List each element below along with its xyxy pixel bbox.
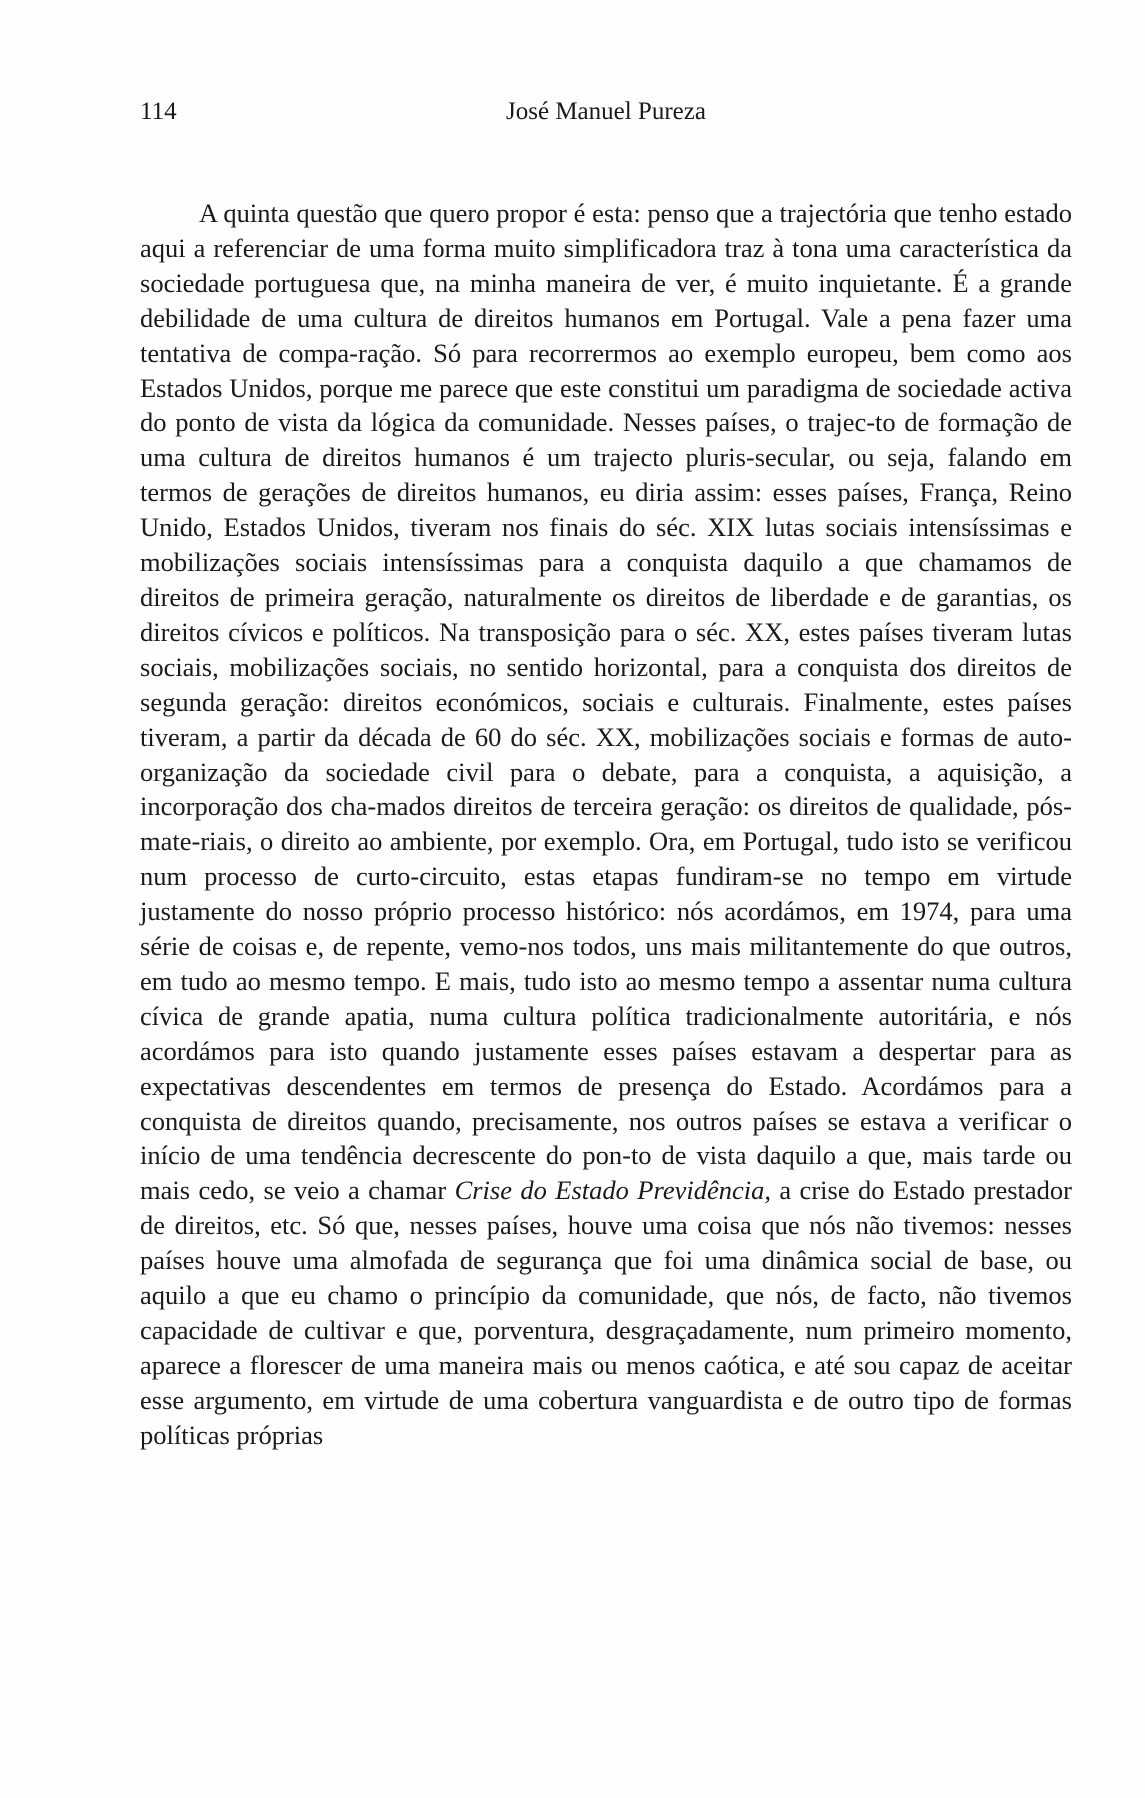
running-head-author: José Manuel Pureza [506, 98, 706, 125]
paragraph-text-part-2: a crise do Estado prestador de direitos, etc. Só que, nesses países, houve uma coisa que nós não tivemos: nesses países houve uma almofada de segurança que foi uma dinâmica social de base, ou aquilo a que eu chamo o princípio da comunidade, que nós, de facto, não tivemos capacidade de cultivar e que, porventura, desgraçadamente, num primeiro momento, aparece a florescer de uma maneira mais ou menos caótica, e até sou capaz de aceitar esse argumento, em virtude de uma cobertura vanguardista e de outro tipo de formas políticas próprias [140, 1175, 1073, 1450]
paragraph-text-part-1: A quinta questão que quero propor é esta: penso que a trajectória que tenho estado aqui a referenciar de uma forma muito simplificadora traz à tona uma característica da sociedade portuguesa que, na minha maneira de ver, é muito inquietante. É a grande debilidade de uma cultura de direitos humanos em Portugal. Vale a pena fazer uma tentativa de compa-ração. Só para recorrermos ao exemplo europeu, bem como aos Estados Unidos, porque me parece que este constitui um paradigma de sociedade activa do ponto de vista da lógica da comunidade. Nesses países, o trajec-to de formação de uma cultura de direitos humanos é um trajecto pluris-secular, ou seja, falando em termos de gerações de direitos humanos, eu diria assim: esses países, França, Reino Unido, Estados Unidos, tiveram nos finais do séc. XIX lutas sociais intensíssimas e mobilizações sociais intensíssimas para a conquista daquilo a que chamamos de direitos de primeira geração, naturalmente os direitos de liberdade e de garantias, os direitos cívicos e políticos. Na transposição para o séc. XX, estes países tiveram lutas sociais, mobilizações sociais, no sentido horizontal, para a conquista dos direitos de segunda geração: direitos económicos, sociais e culturais. Finalmente, estes países tiveram, a partir da década de 60 do séc. XX, mobilizações sociais e formas de auto-organização da sociedade civil para o debate, para a conquista, a aquisição, a incorporação dos cha-mados direitos de terceira geração: os direitos de qualidade, pós-mate-riais, o direito ao ambiente, por exemplo. Ora, em Portugal, tudo isto se verificou num processo de curto-circuito, estas etapas fundiram-se no tempo em virtude justamente do nosso próprio processo histórico: nós acordámos, em 1974, para uma série de coisas e, de repente, vemo-nos todos, uns mais militantemente do que outros, em tudo ao mesmo tempo. E mais, tudo isto ao mesmo tempo a assentar numa cultura cívica de grande apatia, numa cultura política tradicionalmente autoritária, e nós acordámos para isto quando justamente esses países estavam a despertar para as expectativas descendentes em termos de presença do Estado. Acordámos para a conquista de direitos quando, precisamente, nos outros países se estava a verificar o início de uma tendência decrescente do pon-to de vista daquilo a que, mais tarde ou mais cedo, se veio a chamar [140, 198, 1072, 1206]
page-number: 114 [140, 98, 177, 125]
body-paragraph [140, 196, 1072, 1453]
italic-title-crise-do-estado-previdencia: Crise do Estado Previdência, [454, 1175, 771, 1206]
running-head [140, 92, 1072, 132]
